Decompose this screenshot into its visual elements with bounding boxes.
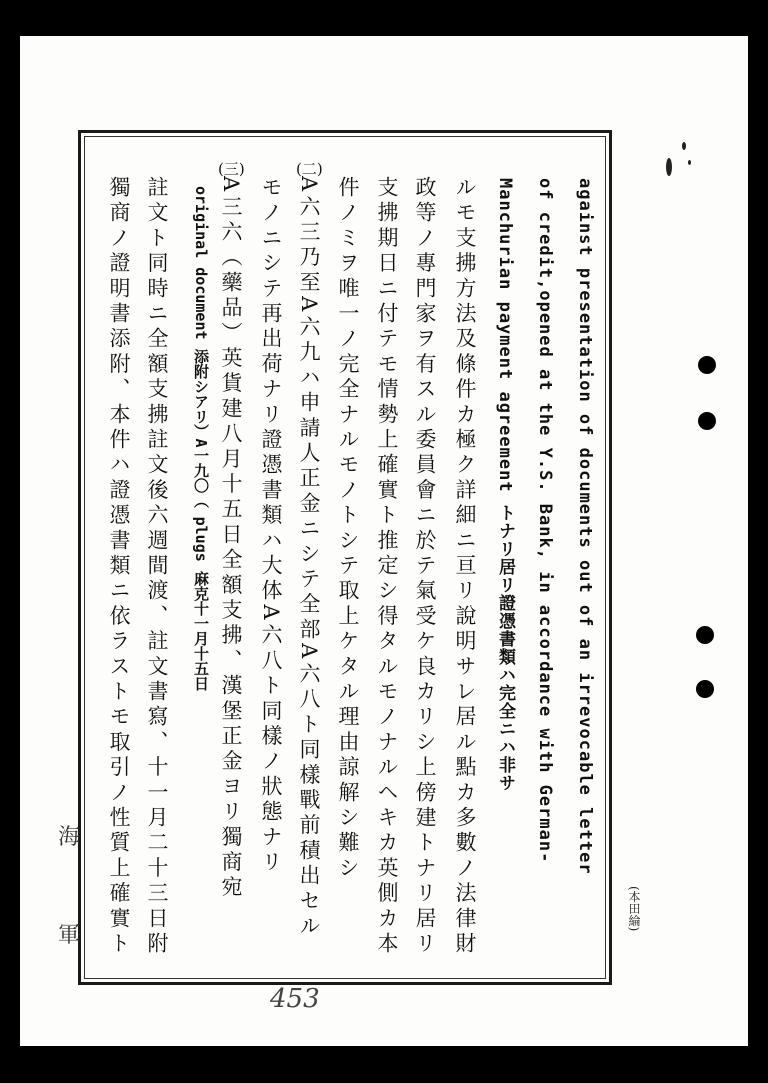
scan-speck: [666, 158, 672, 176]
text-column-12: 註文ト同時ニ全額支拂註文後六週間渡、註文書寫、十一月二十三日附: [145, 176, 169, 958]
text-column-11: A三六（藥品）英貨建八月十五日全額支拂、漢堡正金ヨリ獨商宛: [219, 176, 243, 901]
text-column-5: 政等ノ專門家ヲ有スル委員會ニ於テ氣受ケ良カリシ上傍建トナリ居リ: [413, 176, 437, 958]
text-column-4: ルモ支拂方法及條件カ極ク詳細ニ亘リ說明サレ居ル點カ多數ノ法律財: [453, 176, 477, 958]
text-column-1: against presentation of documents out of an irrevocable letter: [575, 178, 595, 875]
margin-character-top: 海: [58, 825, 81, 850]
margin-character-bottom: 軍: [58, 923, 81, 948]
text-column-3: Manchurian payment agreement トナリ居リ證憑書類ハ完全ニハ非サ: [495, 178, 515, 792]
text-column-7: 件ノミヲ唯一ノ完全ナルモノトシテ取上ケタル理由諒解シ難シ: [336, 176, 360, 882]
binder-hole-1: [698, 356, 716, 374]
text-column-2: of credit,opened at the Y.S. Bank, in accordance with German-: [535, 178, 555, 864]
heading-two: (二): [296, 160, 323, 178]
scan-speck: [682, 142, 686, 150]
text-column-6: 支拂期日ニ付テモ情勢上確實ト推定シ得タルモノナルヘキカ英側カ本: [375, 176, 399, 958]
binder-hole-2: [698, 412, 716, 430]
binder-hole-4: [696, 680, 714, 698]
scan-speck: [688, 160, 691, 165]
text-column-10: original document 添附シアリ）A一九〇（ plugs 麻克十一月十五日: [192, 186, 210, 691]
heading-three: (三): [218, 160, 245, 178]
text-column-9: モノニシテ再出荷ナリ證憑書類ハ大体A六八ト同樣ノ狀態ナリ: [259, 176, 283, 876]
binder-hole-3: [696, 626, 714, 644]
text-column-8: A六三乃至A六九ハ申請人正金ニシテ全部A六八ト同樣戰前積出セル: [297, 176, 321, 940]
stamp-mark: (本田綸): [627, 886, 641, 932]
page-number: 453: [270, 984, 320, 1014]
text-column-13: 獨商ノ證明書添附、本件ハ證憑書類ニ依ラストモ取引ノ性質上確實ト: [107, 176, 131, 958]
